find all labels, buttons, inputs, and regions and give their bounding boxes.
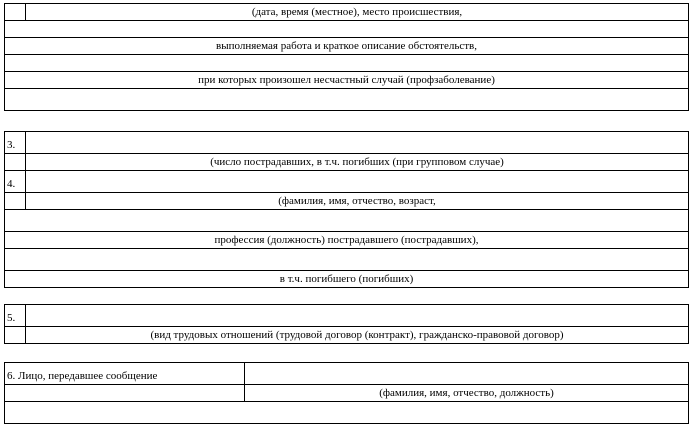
item-3-spacer [5,154,26,171]
victim-count-field[interactable] [26,132,689,154]
work-field[interactable] [5,21,689,38]
item-3-number: 3. [5,132,26,154]
reporter-table [4,362,689,424]
item-5-number: 5. [5,305,26,327]
circumstances-detail-field[interactable] [5,89,689,111]
item-4-spacer [5,193,26,210]
row-number-cell [5,4,26,21]
reporter-label: 6. Лицо, передавшее сообщение [5,363,245,385]
reporter-caption: (фамилия, имя, отчество, должность) [245,385,689,402]
victim-name-field[interactable] [26,171,689,193]
victim-profession-caption: профессия (должность) пострадавшего (пострадавших), [5,232,689,249]
victim-name-caption: (фамилия, имя, отчество, возраст, [26,193,689,210]
victims-table [4,131,689,288]
employment-type-caption: (вид трудовых отношений (трудовой договор (контракт), гражданско-правовой договор) [26,327,689,344]
victim-count-caption: (число пострадавших, в т.ч. погибших (при групповом случае) [26,154,689,171]
date-place-caption: (дата, время (местное), место происшествия, [26,4,689,21]
reporter-field[interactable] [245,363,689,385]
deceased-field[interactable] [5,249,689,271]
deceased-caption: в т.ч. погибшего (погибших) [5,271,689,288]
employment-table [4,304,689,344]
reporter-spacer [5,385,245,402]
circumstances-caption: при которых произошел несчастный случай (профзаболевание) [5,72,689,89]
employment-type-field[interactable] [26,305,689,327]
circumstances-field[interactable] [5,55,689,72]
incident-details-table [4,3,689,111]
reporter-extra-field[interactable] [5,402,689,424]
item-5-spacer [5,327,26,344]
work-caption: выполняемая работа и краткое описание обстоятельств, [5,38,689,55]
victim-profession-field[interactable] [5,210,689,232]
item-4-number: 4. [5,171,26,193]
